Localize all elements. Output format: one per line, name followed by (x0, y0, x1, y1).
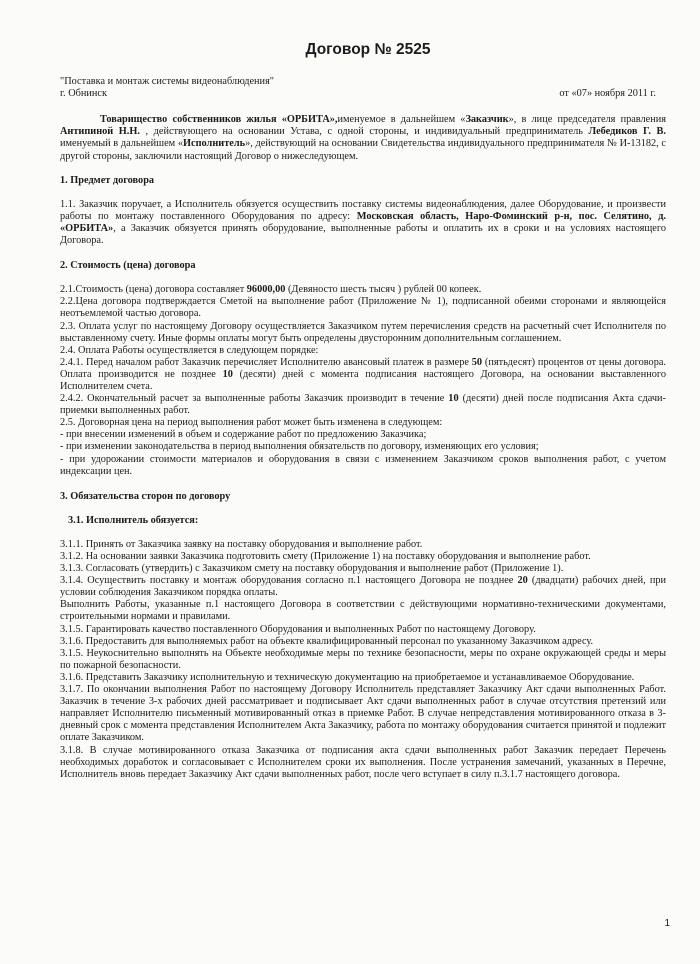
section-2-heading: 2. Стоимость (цена) договора (60, 260, 196, 272)
contract-city: г. Обнинск (60, 88, 107, 100)
place-date-line (60, 88, 656, 100)
clause-3-1-4: 3.1.4. Осуществить поставку и монтаж оборудования согласно п.1 настоящего Договора не позднее 20 (двадцати) рабочих дней, при условии соблюдения Заказчиком порядка оплаты. (60, 575, 666, 599)
chair-name: Антипиной Н.Н. (60, 126, 140, 138)
object-address: Московская область, Наро-Фоминский р-н, пос. Селятино, д. «ОРБИТА» (60, 210, 666, 234)
parties-paragraph: Товарищество собственников жилья «ОРБИТА»,именуемое в дальнейшем «Заказчик», в лице председателя правления Антипиной Н.Н. , действующего на основании Устава, с одной стороны, и индивидуальный предприниматель Лебедиков Г. В. именуемый в дальнейшем «Исполнитель», действующий на основании Свидетельства индивидуального предпринимателя № И-13182, с другой стороны, заключили настоящий Договор о нижеследующем. (60, 114, 667, 162)
clause-3-1-7: 3.1.7. По окончании выполнения Работ по настоящему Договору Исполнитель представляет Заказчику Акт сдачи выполненных Работ. Заказчик в течение 3-х рабочих дней рассматривает и подписывает Акт сдачи выполненных работ в случае отсутствия претензий или направляет Исполнителю письменный мотивированный отказ в приемке Работ. В случае непредставления мотивированного отказа в 3-дневный срок с момента представления Исполнителем Акта Заказчику, работа по монтажу оборудования считается принятой и подлежит оплате Заказчиком. (60, 684, 666, 744)
clause-3-1-5-b: 3.1.5. Неукоснительно выполнять на Объекте необходимые меры по технике безопасности, меры по охране окружающей среды и меры по пожарной безопасности. (60, 647, 666, 671)
contract-subject: "Поставка и монтаж системы видеонаблюдения" (60, 76, 275, 88)
party1-name: Товарищество собственников жилья «ОРБИТА», (100, 114, 338, 126)
clause-3-1-2: 3.1.2. На основании заявки Заказчика подготовить смету (Приложение 1) на поставку оборудования и выполнение работ. (60, 551, 591, 562)
list-item: - при удорожании стоимости материалов и оборудования в связи с изменением Заказчиком сроков выполнения работ, с учетом индексации цен. (60, 453, 666, 477)
clause-2-4-2: 2.4.2. Окончательный расчет за выполненные работы Заказчик производит в течение 10 (десяти) дней после подписания Акта сдачи-приемки выполненных работ. (60, 393, 666, 417)
contract-price: 96000,00 (246, 284, 286, 296)
clause-3-1-6: 3.1.6. Предоставить для выполняемых работ на объекте квалифицированный персонал по указанному Заказчиком адресу. (60, 635, 594, 647)
page-number: 1 (664, 917, 670, 929)
clause-3-1-1: 3.1.1. Принять от Заказчика заявку на поставку оборудования и выполнение работ. (60, 538, 423, 550)
list-item: - при изменении законодательства в период выполнения обязательств по договору, изменяющих его условия; (60, 441, 539, 453)
clause-3-1-8: 3.1.8. В случае мотивированного отказа Заказчика от подписания акта сдачи выполненных работ Заказчик передает Перечень необходимых доработок и согласовывает с Исполнителем сроки их выполнения. После устранения замечаний, указанных в Перечне, Исполнитель вновь передает Заказчику Акт сдачи выполненных работ, после чего вступает в силу п.3.1.7 настоящего договора. (60, 744, 666, 780)
clause-3-1-3: 3.1.3. Согласовать (утвердить) с Заказчиком смету на поставку оборудования и выполнение работ (Приложение 1). (60, 563, 564, 575)
clause-1-1: 1.1. Заказчик поручает, а Исполнитель обязуется осуществить поставку системы видеонаблюдения, далее Оборудование, и произвести работы по монтажу поставленного Оборудования по адресу: Московская область, Наро-Фоминский р-н, пос. Селятино, д. «ОРБИТА», а Заказчик обязуется принять оборудование, выполненные работы и оплатить их в сроки и на условиях настоящего Договора. (60, 198, 666, 247)
clause-2-5: 2.5. Договорная цена на период выполнения работ может быть изменена в следующем: (60, 417, 443, 429)
clause-2-2: 2.2.Цена договора подтверждается Сметой на выполнение работ (Приложение № 1), подписанной обеими сторонами и являющейся неотъемлемой частью договора. (60, 296, 666, 320)
clause-3-1-5: 3.1.5. Гарантировать качество поставленного Оборудования и выполненных Работ по настоящему Договору. (60, 623, 536, 635)
clause-2-3: 2.3. Оплата услуг по настоящему Договору осуществляется Заказчиком путем перечисления средств на расчетный счет Исполнителя по выставленному счету. Иные формы оплаты могут быть определены двусторонним дополнительным соглашением. (60, 320, 666, 344)
section-3-heading: 3. Обязательства сторон по договору (60, 490, 231, 502)
contractor-name: Лебедиков Г. В. (588, 126, 667, 138)
clause-2-4: 2.4. Оплата Работы осуществляется в следующем порядке: (60, 344, 319, 356)
clause-3-1-6-b: 3.1.6. Представить Заказчику исполнительную и техническую документацию на приобретаемое и устанавливаемое Оборудование. (60, 671, 635, 683)
contract-title: Договор № 2525 (305, 41, 431, 58)
section-1-heading: 1. Предмет договора (60, 174, 155, 186)
subsection-3-1-heading: 3.1. Исполнитель обязуется: (68, 514, 199, 526)
clause-2-4-1: 2.4.1. Перед началом работ Заказчик перечисляет Исполнителю авансовый платеж в размере 50 (пятьдесят) процентов от цены договора. Оплата производится не позднее 10 (десяти) дней с момента подписания настоящего Договора, на основании выставленного Исполнителем счета. (60, 356, 666, 392)
clause-2-1: 2.1.Стоимость (цена) договора составляет 96000,00 (Девяносто шесть тысяч ) рублей 00 копеек. (60, 284, 482, 296)
contract-date: от «07» ноября 2011 г. (559, 88, 656, 100)
clause-3-1-4-cont: Выполнить Работы, указанные п.1 настоящего Договора в соответствии с действующими нормативно-техническими документами, строительными нормами и правилами. (60, 599, 666, 623)
list-item: - при внесении изменений в объем и содержание работ по предложению Заказчика; (60, 429, 427, 441)
